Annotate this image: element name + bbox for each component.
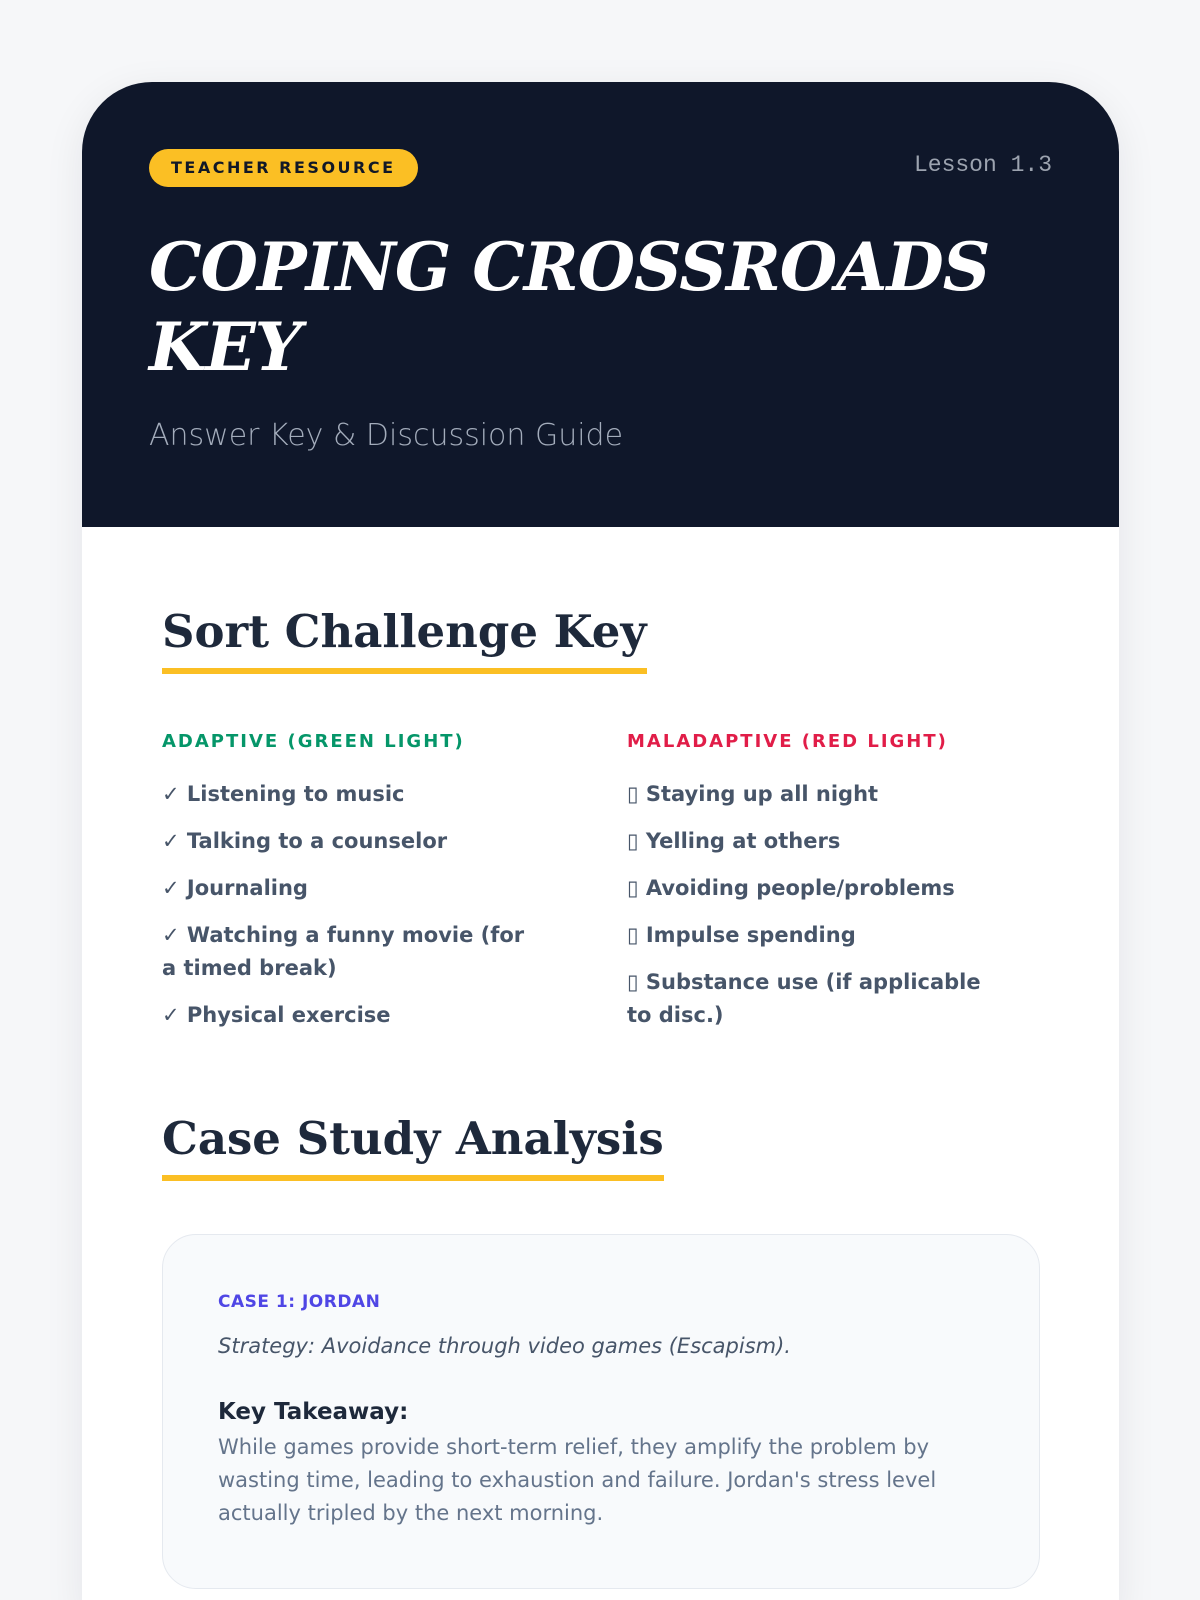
- teacher-resource-badge: TEACHER RESOURCE: [149, 149, 418, 187]
- key-takeaway-text: While games provide short-term relief, they amplify the problem by wasting time, leading to exhaustion and failure. Jordan's stress level actually tripled by the next morning.: [218, 1435, 937, 1525]
- list-item: ✓ Talking to a counselor: [162, 829, 448, 853]
- sort-challenge-heading: Sort Challenge Key: [162, 602, 647, 674]
- resource-card: [82, 82, 1119, 1600]
- list-item: ✓ Watching a funny movie (for a timed break): [162, 923, 525, 980]
- list-item: ▯ Avoiding people/problems: [627, 876, 955, 900]
- case-study-card: [162, 1234, 1040, 1589]
- page-subtitle: Answer Key & Discussion Guide: [149, 418, 624, 453]
- maladaptive-label: MALADAPTIVE (RED LIGHT): [627, 731, 948, 752]
- key-takeaway-label: Key Takeaway:: [218, 1399, 409, 1425]
- list-item: ▯ Staying up all night: [627, 782, 879, 806]
- list-item: ✓ Listening to music: [162, 782, 405, 806]
- maladaptive-list: [627, 778, 997, 1032]
- adaptive-label: ADAPTIVE (GREEN LIGHT): [162, 731, 465, 752]
- case-study-heading: Case Study Analysis: [162, 1109, 664, 1181]
- adaptive-list: [162, 778, 532, 1032]
- header-banner: [82, 82, 1119, 527]
- lesson-number: Lesson 1.3: [913, 152, 1052, 178]
- list-item: ▯ Impulse spending: [627, 923, 856, 947]
- adaptive-column: [162, 728, 532, 1046]
- page-title: COPING CROSSROADS KEY: [149, 228, 990, 386]
- list-item: ✓ Physical exercise: [162, 1003, 391, 1027]
- maladaptive-column: [627, 728, 997, 1046]
- case-strategy: Strategy: Avoidance through video games (Escapism).: [218, 1334, 791, 1358]
- list-item: ▯ Yelling at others: [627, 829, 841, 853]
- list-item: ▯ Substance use (if applicable to disc.): [627, 970, 981, 1027]
- case-label: CASE 1: JORDAN: [218, 1292, 381, 1312]
- list-item: ✓ Journaling: [162, 876, 308, 900]
